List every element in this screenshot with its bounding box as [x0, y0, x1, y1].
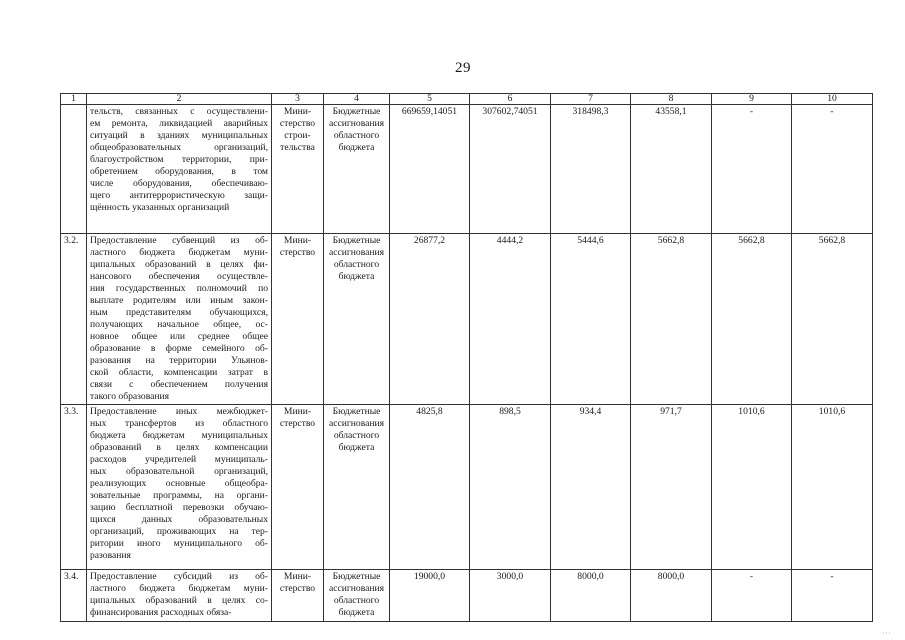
desc_lines-line: ластного бюджета бюджетам муни-: [90, 247, 268, 258]
source_lines-line: ассигнования: [328, 247, 385, 258]
source_lines-line: бюджета: [338, 607, 375, 618]
ministry_lines-line: тельства: [280, 142, 315, 153]
table-row: [61, 405, 873, 570]
source_lines-line: ассигнования: [328, 583, 385, 594]
responsible-ministry: [272, 105, 324, 234]
desc_lines-line: щённость указанных организаций: [90, 202, 230, 213]
desc_lines-line: ластного бюджета бюджетам муни-: [90, 583, 268, 594]
source_lines-line: областного: [333, 259, 380, 270]
source_lines-line: Бюджетные: [332, 571, 381, 582]
column-header: 5: [390, 94, 470, 105]
desc_lines-line: Предоставление субсидий из об-: [90, 571, 268, 582]
desc_lines-line: ных образовательной организаций,: [90, 466, 268, 477]
item-number: 3.4.: [61, 570, 87, 622]
amount-cell: 898,5: [470, 405, 551, 570]
amount-cell: -: [792, 570, 873, 622]
table-body: [61, 105, 873, 622]
responsible-ministry: [272, 570, 324, 622]
column-header: 4: [324, 94, 390, 105]
responsible-ministry: [272, 405, 324, 570]
amount-cell: 3000,0: [470, 570, 551, 622]
ministry_lines-line: стерство: [279, 418, 316, 429]
source_lines-line: областного: [333, 595, 380, 606]
table-row: [61, 105, 873, 234]
source_lines-line: Бюджетные: [332, 235, 381, 246]
amount-cell: 43558,1: [631, 105, 712, 234]
desc_lines-line: тельств, связанных с осуществлени-: [90, 106, 268, 117]
column-header: 6: [470, 94, 551, 105]
source_lines-line: ассигнования: [328, 418, 385, 429]
desc_lines-line: расходов учредителей муниципаль-: [90, 454, 268, 465]
ministry_lines-line: Мини-: [283, 235, 312, 246]
desc_lines-line: щихся данных образовательных: [90, 514, 268, 525]
source_lines-line: ассигнования: [328, 118, 385, 129]
desc_lines-line: разования: [90, 550, 131, 561]
desc_lines-line: обретением оборудования, в том: [90, 166, 268, 177]
ministry_lines-line: стерство: [279, 118, 316, 129]
amount-cell: 4825,8: [390, 405, 470, 570]
source_lines-line: Бюджетные: [332, 106, 381, 117]
ministry_lines-line: Мини-: [283, 571, 312, 582]
column-header: 8: [631, 94, 712, 105]
desc_lines-line: получающих начальное общее, ос-: [90, 319, 268, 330]
desc_lines-line: ным представителям обучающихся,: [90, 307, 268, 318]
desc_lines-line: ципальных образований в целях со-: [90, 595, 268, 606]
source_lines-line: бюджета: [338, 442, 375, 453]
ministry_lines-line: стерство: [279, 583, 316, 594]
desc_lines-line: ской области, компенсации затрат в: [90, 367, 268, 378]
budget-table: [60, 93, 873, 622]
ministry_lines-line: Мини-: [283, 106, 312, 117]
amount-cell: 669659,14051: [390, 105, 470, 234]
funding-source: [324, 105, 390, 234]
amount-cell: 26877,2: [390, 234, 470, 405]
column-header: 9: [712, 94, 792, 105]
item-description: [87, 234, 272, 405]
desc_lines-line: бюджета бюджетам муниципальных: [90, 430, 268, 441]
desc_lines-line: ния государственных полномочий по: [90, 283, 268, 294]
amount-cell: 1010,6: [792, 405, 873, 570]
desc_lines-line: ем ремонта, ликвидацией аварийных: [90, 118, 268, 129]
page-number: 29: [455, 60, 471, 76]
funding-source: [324, 405, 390, 570]
responsible-ministry: [272, 234, 324, 405]
desc_lines-line: связи с обеспечением получения: [90, 379, 268, 390]
ministry_lines-line: Мини-: [283, 406, 312, 417]
funding-source: [324, 234, 390, 405]
table-row: [61, 570, 873, 622]
amount-cell: -: [712, 105, 792, 234]
amount-cell: 5662,8: [712, 234, 792, 405]
desc_lines-line: нансового обеспечения осуществле-: [90, 271, 268, 282]
column-header: 2: [87, 94, 272, 105]
source_lines-line: областного: [333, 430, 380, 441]
item-description: [87, 405, 272, 570]
amount-cell: 5444,6: [551, 234, 631, 405]
amount-cell: 1010,6: [712, 405, 792, 570]
desc_lines-line: ципальных образований в целях фи-: [90, 259, 268, 270]
desc_lines-line: образование в форме семейного об-: [90, 343, 268, 354]
desc_lines-line: такого образования: [90, 391, 170, 402]
amount-cell: -: [712, 570, 792, 622]
amount-cell: 307602,74051: [470, 105, 551, 234]
amount-cell: 318498,3: [551, 105, 631, 234]
desc_lines-line: ситуаций в зданиях муниципальных: [90, 130, 268, 141]
funding-source: [324, 570, 390, 622]
desc_lines-line: числе оборудования, обеспечиваю-: [90, 178, 268, 189]
item-description: [87, 105, 272, 234]
desc_lines-line: общеобразовательных организаций,: [90, 142, 268, 153]
item-description: [87, 570, 272, 622]
desc_lines-line: выплате родителям или иным закон-: [90, 295, 268, 306]
desc_lines-line: Предоставление субвенций из об-: [90, 235, 268, 246]
table-row: [61, 234, 873, 405]
ministry_lines-line: строи-: [284, 130, 311, 141]
amount-cell: 4444,2: [470, 234, 551, 405]
amount-cell: 19000,0: [390, 570, 470, 622]
desc_lines-line: реализующих основные общеобра-: [90, 478, 268, 489]
desc_lines-line: зацию бесплатной перевозки обучаю-: [90, 502, 268, 513]
amount-cell: -: [792, 105, 873, 234]
column-header: 1: [61, 94, 87, 105]
desc_lines-line: разования на территории Ульянов-: [90, 355, 268, 366]
item-number: [61, 105, 87, 234]
desc_lines-line: Предоставление иных межбюджет-: [90, 406, 268, 417]
desc_lines-line: организаций, проживающих на тер-: [90, 526, 268, 537]
amount-cell: 934,4: [551, 405, 631, 570]
item-number: 3.2.: [61, 234, 87, 405]
amount-cell: 5662,8: [631, 234, 712, 405]
desc_lines-line: зовательные программы, на органи-: [90, 490, 268, 501]
desc_lines-line: образований в целях компенсации: [90, 442, 268, 453]
desc_lines-line: благоустройством территории, при-: [90, 154, 268, 165]
scan-mark: ···: [882, 628, 891, 638]
column-header: 3: [272, 94, 324, 105]
amount-cell: 5662,8: [792, 234, 873, 405]
desc_lines-line: ритории иного муниципального об-: [90, 538, 268, 549]
desc_lines-line: ных трансфертов из областного: [90, 418, 268, 429]
column-header: 7: [551, 94, 631, 105]
amount-cell: 971,7: [631, 405, 712, 570]
amount-cell: 8000,0: [631, 570, 712, 622]
source_lines-line: Бюджетные: [332, 406, 381, 417]
column-header: 10: [792, 94, 873, 105]
desc_lines-line: финансирования расходных обяза-: [90, 607, 232, 618]
desc_lines-line: новное общее или среднее общее: [90, 331, 268, 342]
source_lines-line: областного: [333, 130, 380, 141]
desc_lines-line: щего антитеррористическую защи-: [90, 190, 268, 201]
source_lines-line: бюджета: [338, 142, 375, 153]
source_lines-line: бюджета: [338, 271, 375, 282]
amount-cell: 8000,0: [551, 570, 631, 622]
column-header-row: [61, 94, 873, 105]
ministry_lines-line: стерство: [279, 247, 316, 258]
item-number: 3.3.: [61, 405, 87, 570]
